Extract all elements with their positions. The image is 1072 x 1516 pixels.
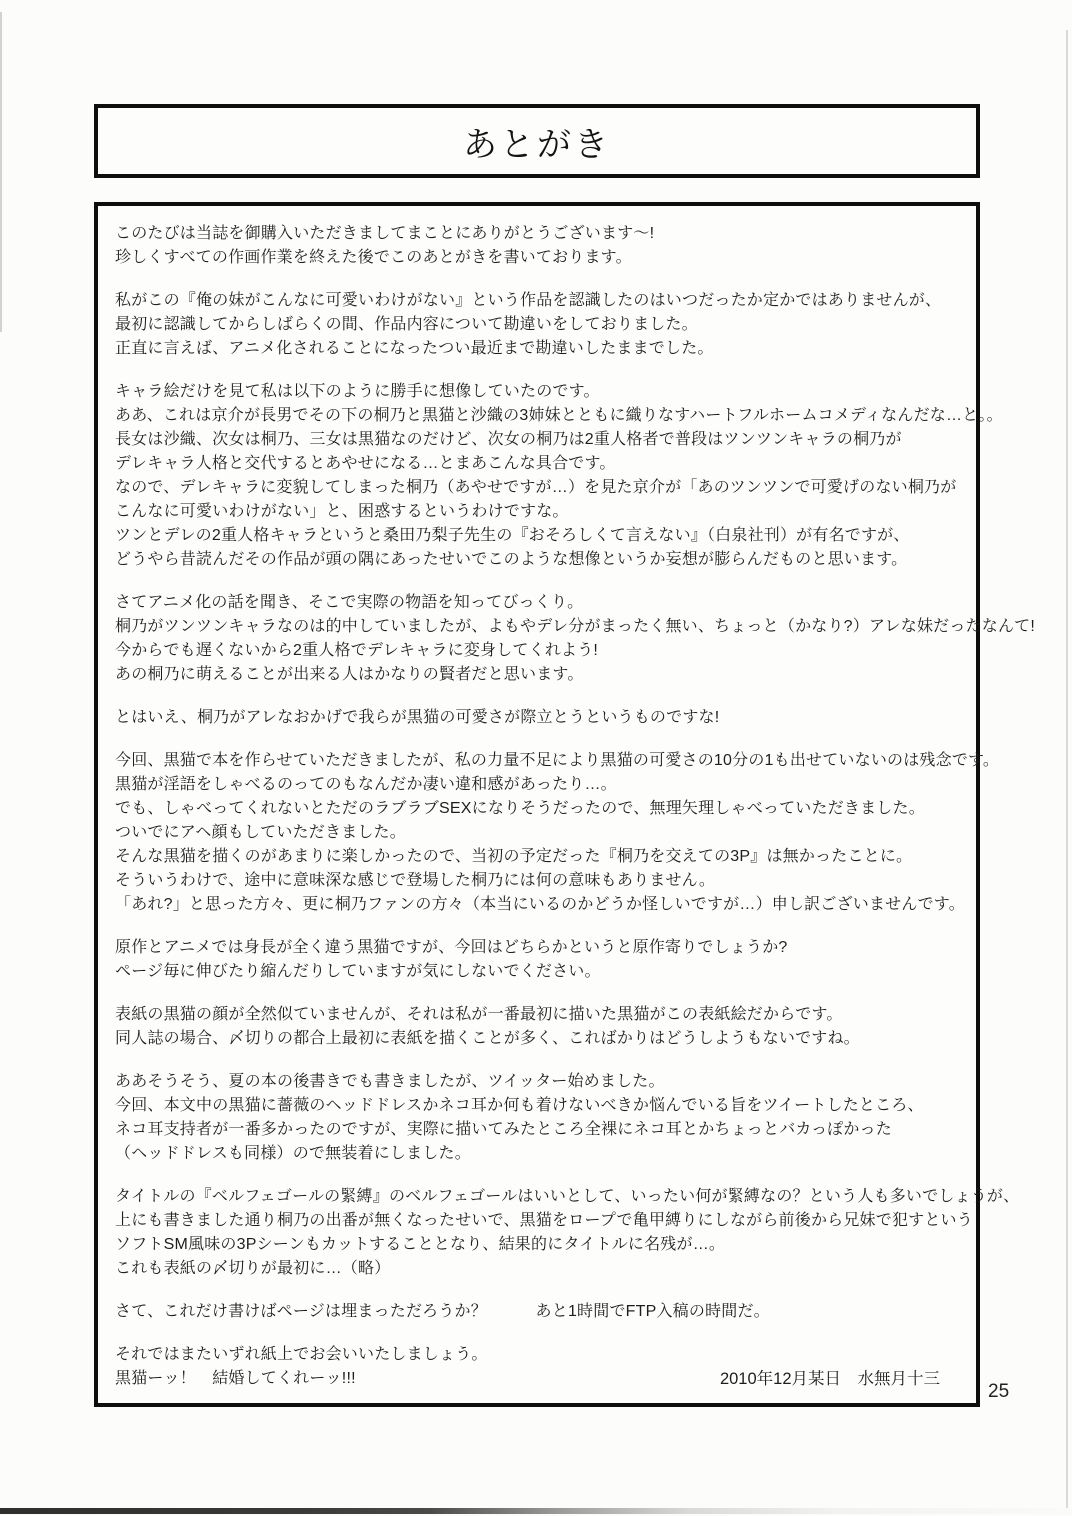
text-line: 私がこの『俺の妹がこんなに可愛いわけがない』という作品を認識したのはいつだったか定かではありませんが、 [115, 292, 942, 309]
text-line: そんな黒猫を描くのがあまりに楽しかったので、当初の予定だった『桐乃を交えての3P』は無かったことに。 [115, 848, 913, 865]
text-line: こんなに可愛いわけがない」と、困惑するというわけですな。 [115, 503, 569, 520]
text-line: 「あれ?」と思った方々、更に桐乃ファンの方々（本当にいるのかどうか怪しいですが…）申し訳ございませんです。 [115, 896, 965, 913]
paragraph [115, 289, 956, 361]
paragraph [115, 1003, 956, 1051]
page-number: 25 [988, 1381, 1010, 1402]
text-line: 今回、黒猫で本を作らせていただきましたが、私の力量不足により黒猫の可愛さの10分の1も出せていないのは残念です。 [115, 752, 1000, 769]
text-line: ああ、これは京介が長男でその下の桐乃と黒猫と沙織の3姉妹とともに織りなすハートフルホームコメディなんだな…と。。 [115, 407, 1003, 424]
text-line: 桐乃がツンツンキャラなのは的中していましたが、よもやデレ分がまったく無い、ちょっと（かなり?）アレな妹だったなんて! [115, 618, 1035, 635]
text-line: なので、デレキャラに変貌してしまった桐乃（あやせですが…）を見た京介が「あのツンツンで可愛げのない桐乃が [115, 479, 957, 496]
date-signature: 2010年12月某日 水無月十三 [719, 1370, 940, 1388]
paragraph [115, 1070, 956, 1166]
paragraph [115, 222, 956, 270]
text-line: 同人誌の場合、〆切りの都合上最初に表紙を描くことが多く、こればかりはどうしようもないですね。 [115, 1030, 860, 1047]
text-line: 上にも書きました通り桐乃の出番が無くなったせいで、黒猫をロープで亀甲縛りにしながら前後から兄妹で犯すという [115, 1212, 973, 1229]
paragraph [115, 1300, 956, 1324]
text-line: 正直に言えば、アニメ化されることになったつい最近まで勘違いしたままでした。 [115, 340, 714, 357]
text-line: それではまたいずれ紙上でお会いいたしましょう。 [115, 1346, 488, 1363]
text-line: ツンとデレの2重人格キャラというと桑田乃梨子先生の『おそろしくて言えない』（白泉社刊）が有名ですが、 [115, 527, 910, 544]
text-line: ページ毎に伸びたり縮んだりしていますが気にしないでください。 [115, 963, 601, 980]
text-line: デレキャラ人格と交代するとあやせになる…とまあこんな具合です。 [115, 455, 616, 472]
text-line: ネコ耳支持者が一番多かったのですが、実際に描いてみたところ全裸にネコ耳とかちょっとバカっぽかった [115, 1121, 892, 1138]
text-line: （ヘッドドレスも同様）ので無装着にしました。 [115, 1145, 471, 1162]
text-line: でも、しゃべってくれないとただのラブラブSEXになりそうだったので、無理矢理しゃべっていただきました。 [115, 800, 925, 817]
text-line: キャラ絵だけを見て私は以下のように勝手に想像していたのです。 [115, 383, 600, 400]
scan-edge-artifact-right [1066, 30, 1068, 1508]
text-line: 表紙の黒猫の顔が全然似ていませんが、それは私が一番最初に描いた黒猫がこの表紙絵だからです。 [115, 1006, 843, 1023]
text-line: さて、これだけ書けばページは埋まっただろうか？ あと1時間でFTP入稿の時間だ。 [115, 1303, 770, 1320]
text-line: このたびは当誌を御購入いただきましてまことにありがとうございます～! [115, 225, 655, 242]
paragraph [115, 1185, 1020, 1281]
text-line: 原作とアニメでは身長が全く違う黒猫ですが、今回はどちらかというと原作寄りでしょうか? [115, 939, 788, 956]
paragraph [115, 936, 956, 984]
text-line: 長女は沙織、次女は桐乃、三女は黒猫なのだけど、次女の桐乃は2重人格者で普段はツンツンキャラの桐乃が [115, 431, 902, 448]
scan-edge-artifact-left [0, 12, 2, 332]
text-line: 珍しくすべての作画作業を終えた後でこのあとがきを書いております。 [115, 249, 632, 266]
text-line: 今回、本文中の黒猫に薔薇のヘッドドレスかネコ耳か何も着けないべきか悩んでいる旨をツイートしたところ、 [115, 1097, 924, 1114]
afterword-paragraphs [115, 222, 1035, 1391]
text-line: ああそうそう、夏の本の後書きでも書きましたが、ツイッター始めました。 [115, 1073, 665, 1090]
text-line: 黒猫ーッ！ 結婚してくれーッ!!! [115, 1370, 356, 1387]
afterword-title-box [94, 104, 980, 178]
text-line: さてアニメ化の話を聞き、そこで実際の物語を知ってびっくり。 [115, 594, 584, 611]
paragraph [115, 749, 1000, 917]
text-line: これも表紙の〆切りが最初に…（略） [115, 1260, 391, 1277]
page-title: あとがき [463, 126, 611, 164]
text-line: どうやら昔読んだその作品が頭の隅にあったせいでこのような想像というか妄想が膨らんだものと思います。 [115, 551, 908, 568]
text-line: とはいえ、桐乃がアレなおかげで我らが黒猫の可愛さが際立とうというものですな! [115, 709, 720, 726]
text-line: あの桐乃に萌えることが出来る人はかなりの賢者だと思います。 [115, 666, 584, 683]
text-line: タイトルの『ベルフェゴールの緊縛』のベルフェゴールはいいとして、いったい何が緊縛なの？という人も多いでしょうが、 [115, 1188, 1020, 1205]
text-line: 黒猫が淫語をしゃべるのってのもなんだか凄い違和感があったり…。 [115, 776, 617, 793]
text-line: そういうわけで、途中に意味深な感じで登場した桐乃には何の意味もありません。 [115, 872, 716, 889]
text-line: ソフトSM風味の3Pシーンもカットすることとなり、結果的にタイトルに名残が…。 [115, 1236, 726, 1253]
text-line: 今からでも遅くないから2重人格でデレキャラに変身してくれよう! [115, 642, 599, 659]
text-line: 最初に認識してからしばらくの間、作品内容について勘違いをしておりました。 [115, 316, 698, 333]
paragraph [115, 706, 956, 730]
text-line: ついでにアヘ顔もしていただきました。 [115, 824, 406, 841]
scan-edge-artifact-bottom [0, 1508, 1072, 1514]
paragraph [115, 591, 1035, 687]
paragraph [115, 380, 1003, 572]
